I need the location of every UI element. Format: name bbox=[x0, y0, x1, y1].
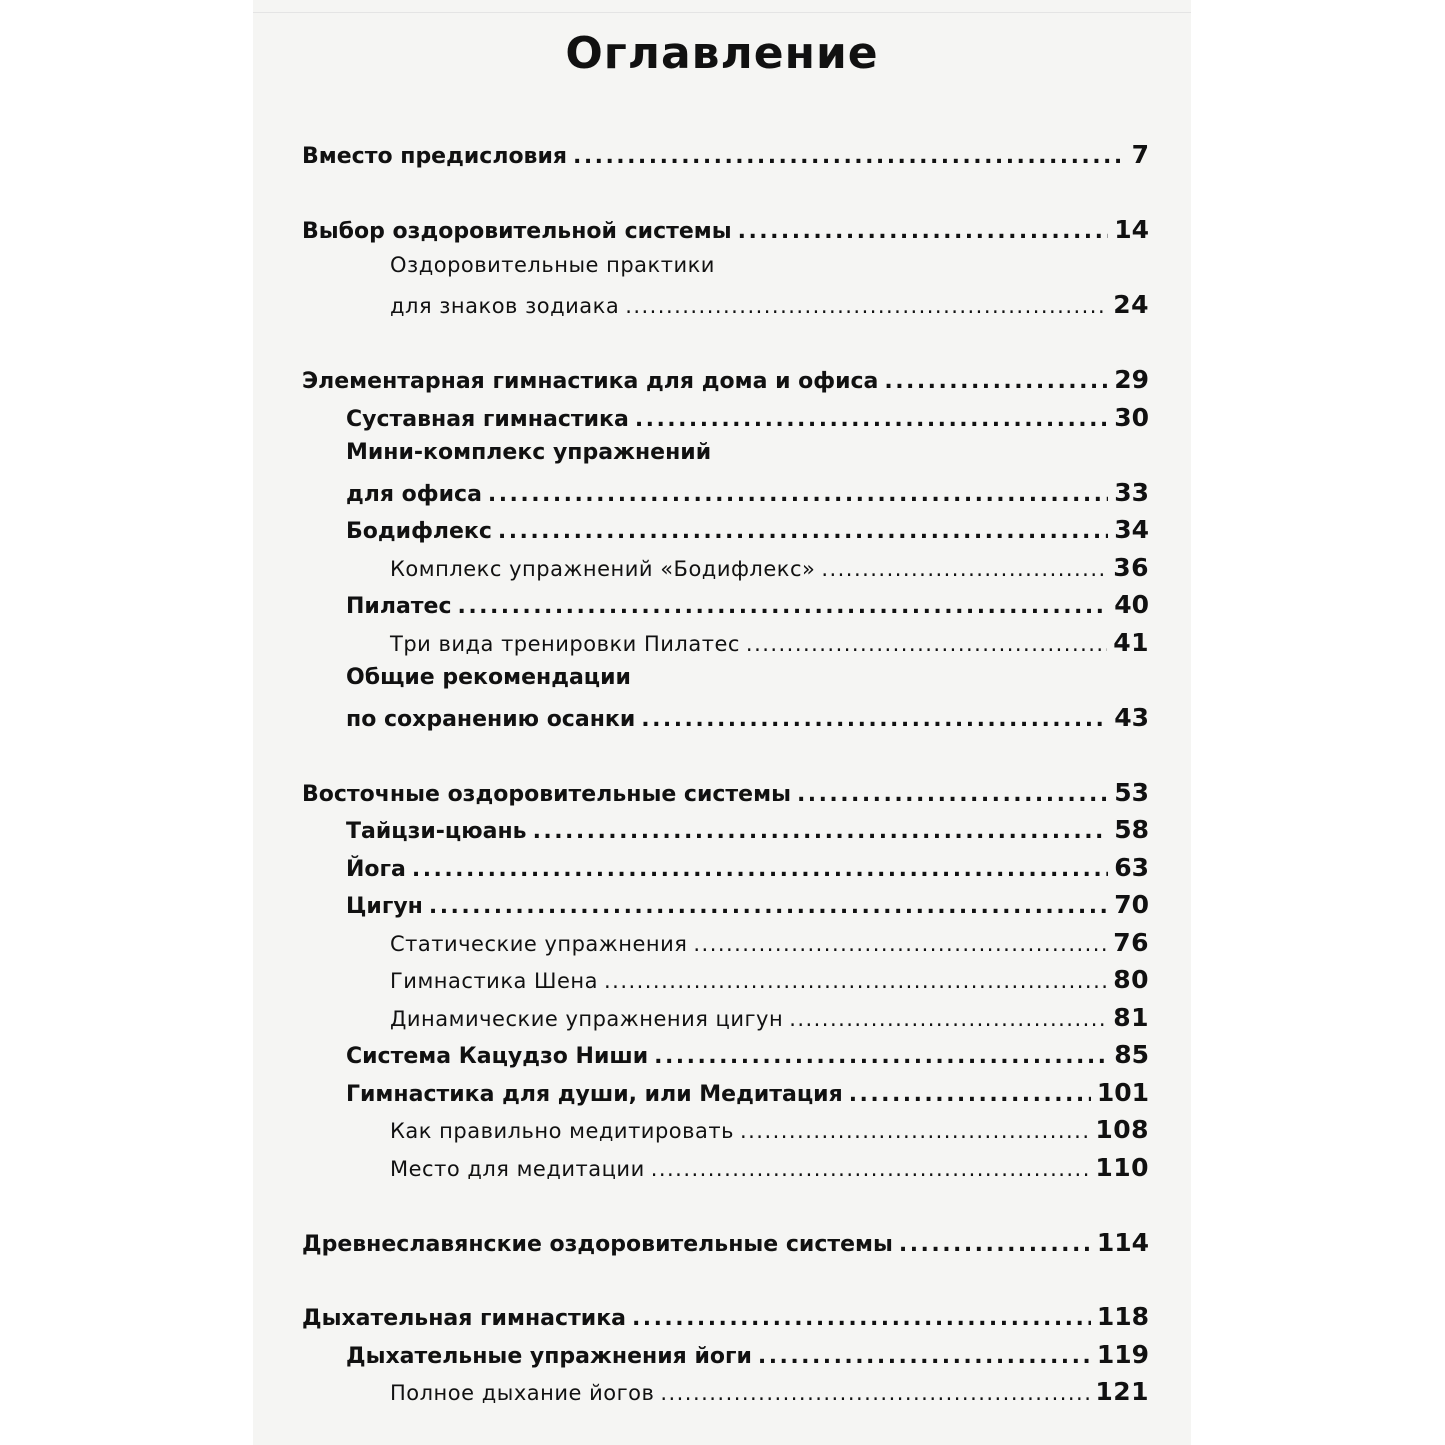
dot-leader bbox=[654, 1044, 1108, 1069]
toc-entry-title: Дыхательные упражнения йоги bbox=[346, 1344, 752, 1369]
toc-entry-title: Дыхательная гимнастика bbox=[302, 1306, 626, 1331]
toc-page-number: 119 bbox=[1096, 1340, 1149, 1369]
table-of-contents bbox=[253, 0, 1191, 1445]
toc-entry bbox=[253, 628, 1149, 662]
toc-page-number: 81 bbox=[1113, 1003, 1149, 1032]
toc-entry bbox=[253, 1302, 1149, 1336]
toc-entry-title-line1: Мини-комплекс упражнений bbox=[346, 440, 712, 465]
dot-leader bbox=[758, 1344, 1091, 1369]
dot-leader bbox=[412, 857, 1108, 882]
toc-entry bbox=[253, 1340, 1149, 1374]
toc-entry bbox=[253, 1040, 1149, 1074]
toc-page-number: 7 bbox=[1131, 140, 1149, 169]
toc-entry-title: Суставная гимнастика bbox=[346, 407, 629, 432]
toc-entry-title: Восточные оздоровительные системы bbox=[302, 782, 791, 807]
toc-page-number: 43 bbox=[1114, 703, 1149, 732]
dot-leader bbox=[797, 782, 1108, 807]
toc-entry bbox=[253, 1153, 1149, 1187]
dot-leader bbox=[533, 819, 1109, 844]
toc-page-number: 63 bbox=[1114, 853, 1149, 882]
toc-entry bbox=[253, 215, 1149, 249]
toc-page-number: 34 bbox=[1114, 515, 1149, 544]
dot-leader bbox=[821, 557, 1107, 581]
toc-entry-title: Бодифлекс bbox=[346, 519, 492, 544]
toc-page-number: 41 bbox=[1113, 628, 1149, 657]
toc-entry-title: Выбор оздоровительной системы bbox=[302, 219, 732, 244]
toc-entry bbox=[253, 403, 1149, 437]
toc-entry-title: Гимнастика для души, или Медитация bbox=[346, 1082, 843, 1107]
toc-entry-title: Гимнастика Шена bbox=[390, 969, 599, 993]
dot-leader bbox=[641, 707, 1108, 732]
toc-page-number: 30 bbox=[1114, 403, 1149, 432]
dot-leader bbox=[693, 932, 1107, 956]
dot-leader bbox=[738, 219, 1109, 244]
toc-entry-title: Три вида тренировки Пилатес bbox=[390, 632, 740, 656]
toc-page-number: 85 bbox=[1114, 1040, 1149, 1069]
dot-leader bbox=[789, 1007, 1107, 1031]
toc-page-number: 40 bbox=[1114, 590, 1149, 619]
toc-entry bbox=[253, 815, 1149, 849]
toc-entry-title: Система Кацудзо Ниши bbox=[346, 1044, 649, 1069]
dot-leader bbox=[632, 1306, 1091, 1331]
dot-leader bbox=[746, 632, 1107, 656]
page-title: Оглавление bbox=[565, 28, 879, 79]
toc-entry-title: по сохранению осанки bbox=[346, 707, 636, 732]
toc-page-number: 33 bbox=[1114, 478, 1149, 507]
toc-page-number: 80 bbox=[1113, 965, 1149, 994]
toc-entry bbox=[253, 1078, 1149, 1112]
toc-entry bbox=[253, 778, 1149, 812]
toc-page-number: 70 bbox=[1114, 890, 1149, 919]
dot-leader bbox=[458, 594, 1109, 619]
toc-page-number: 53 bbox=[1114, 778, 1149, 807]
toc-entry bbox=[253, 140, 1149, 174]
toc-page-number: 14 bbox=[1114, 215, 1149, 244]
toc-page-number: 110 bbox=[1095, 1153, 1149, 1182]
toc-entry bbox=[253, 478, 1149, 512]
toc-entry-title-line1: Общие рекомендации bbox=[346, 665, 631, 690]
toc-entry bbox=[253, 553, 1149, 587]
dot-leader bbox=[498, 519, 1108, 544]
toc-page-number: 101 bbox=[1096, 1078, 1149, 1107]
toc-entry-title-line1: Оздоровительные практики bbox=[390, 253, 715, 277]
toc-page-number: 58 bbox=[1114, 815, 1149, 844]
dot-leader bbox=[899, 1232, 1091, 1257]
toc-page-number: 108 bbox=[1095, 1115, 1149, 1144]
toc-entry bbox=[253, 365, 1149, 399]
toc-entry bbox=[253, 890, 1149, 924]
toc-entry-title: Тайцзи-цюань bbox=[346, 819, 527, 844]
toc-page-number: 118 bbox=[1096, 1302, 1149, 1331]
toc-entry bbox=[253, 590, 1149, 624]
toc-page-number: 29 bbox=[1114, 365, 1149, 394]
toc-page-number: 121 bbox=[1095, 1377, 1149, 1406]
dot-leader bbox=[635, 407, 1108, 432]
dot-leader bbox=[573, 144, 1126, 169]
toc-entry-title: для знаков зодиака bbox=[390, 294, 620, 318]
dot-leader bbox=[429, 894, 1108, 919]
dot-leader bbox=[488, 482, 1108, 507]
dot-leader bbox=[660, 1381, 1089, 1405]
toc-entry-title: Статические упражнения bbox=[390, 932, 688, 956]
toc-entry-title: Элементарная гимнастика для дома и офиса bbox=[302, 369, 879, 394]
toc-entry bbox=[253, 1115, 1149, 1149]
toc-page-number: 76 bbox=[1113, 928, 1149, 957]
dot-leader bbox=[651, 1157, 1090, 1181]
toc-page-number: 24 bbox=[1113, 290, 1149, 319]
toc-page-number: 36 bbox=[1113, 553, 1149, 582]
dot-leader bbox=[625, 294, 1107, 318]
toc-entry bbox=[253, 853, 1149, 887]
toc-page-number: 114 bbox=[1096, 1228, 1149, 1257]
toc-entry bbox=[253, 1377, 1149, 1411]
toc-entry bbox=[253, 290, 1149, 324]
toc-entry-title: Место для медитации bbox=[390, 1157, 645, 1181]
toc-entry-title: Комплекс упражнений «Бодифлекс» bbox=[390, 557, 816, 581]
dot-leader bbox=[884, 369, 1108, 394]
toc-entry-title: Полное дыхание йогов bbox=[390, 1381, 655, 1405]
toc-entry-title: Древнеславянские оздоровительные системы bbox=[302, 1232, 893, 1257]
book-page bbox=[253, 0, 1191, 1445]
toc-entry-title: для офиса bbox=[346, 482, 482, 507]
toc-entry bbox=[253, 965, 1149, 999]
toc-entry-title: Пилатес bbox=[346, 594, 452, 619]
dot-leader bbox=[849, 1082, 1091, 1107]
toc-entry bbox=[253, 928, 1149, 962]
toc-entry bbox=[253, 703, 1149, 737]
toc-entry-title: Вместо предисловия bbox=[302, 144, 568, 169]
toc-entry bbox=[253, 515, 1149, 549]
toc-entry bbox=[253, 1003, 1149, 1037]
toc-entry-title: Цигун bbox=[346, 894, 423, 919]
toc-entry-title: Динамические упражнения цигун bbox=[390, 1007, 784, 1031]
toc-entry-title: Как правильно медитировать bbox=[390, 1119, 734, 1143]
dot-leader bbox=[604, 969, 1107, 993]
dot-leader bbox=[740, 1119, 1089, 1143]
toc-entry-title: Йога bbox=[346, 857, 406, 882]
toc-entry bbox=[253, 1228, 1149, 1262]
